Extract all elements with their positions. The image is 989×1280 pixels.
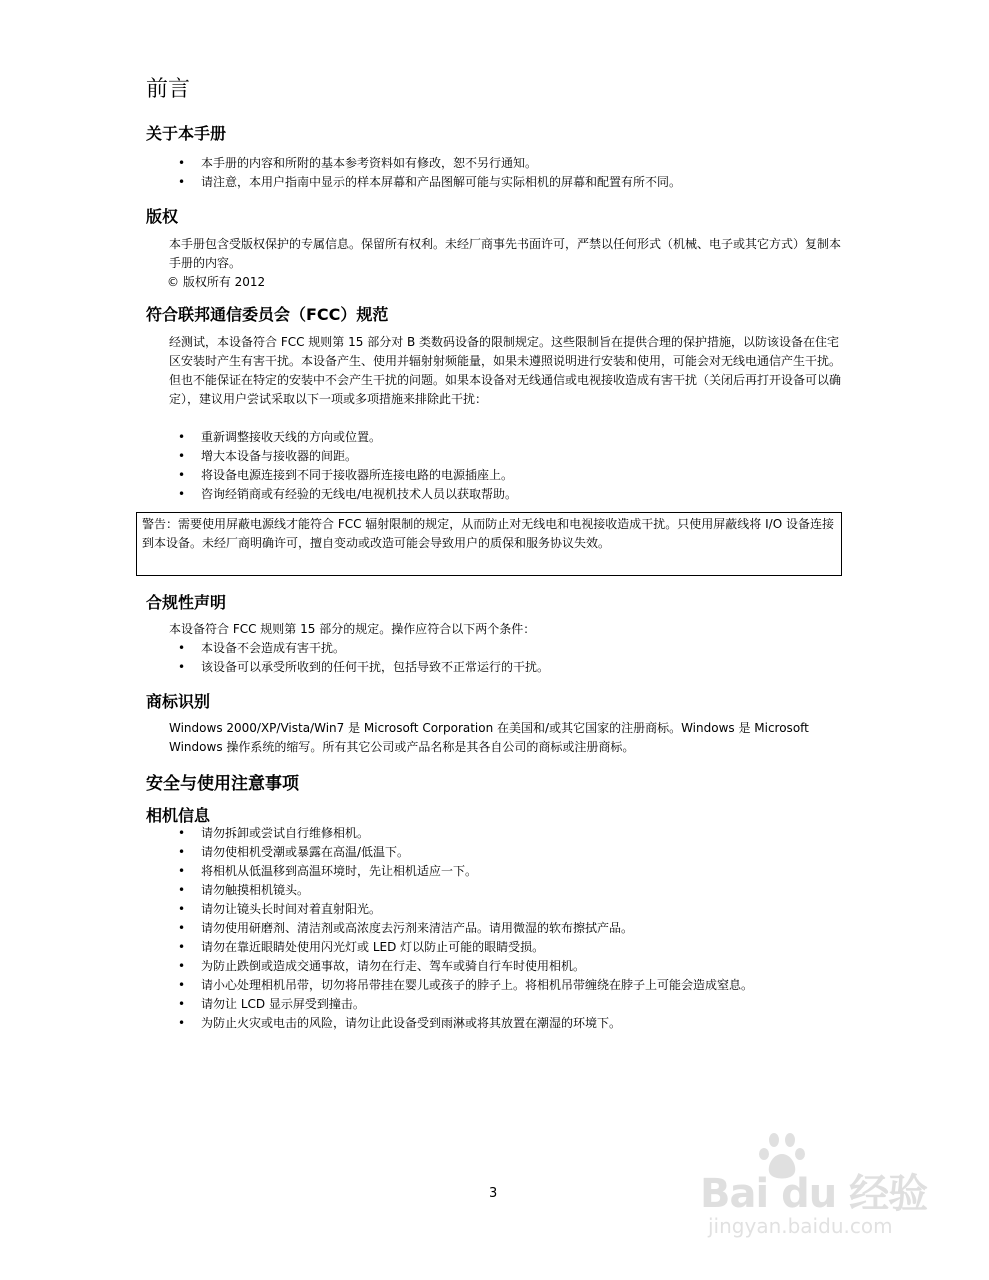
list-item: • 请勿使相机受潮或暴露在高温/低温下。 <box>178 843 851 862</box>
heading-fcc: 符合联邦通信委员会（FCC）规范 <box>146 305 389 324</box>
heading-trademark: 商标识别 <box>146 692 211 711</box>
list-item: • 该设备可以承受所收到的任何干扰，包括导致不正常运行的干扰。 <box>178 658 851 677</box>
fcc-measures-list <box>178 428 851 504</box>
list-item: • 请勿让镜头长时间对着直射阳光。 <box>178 900 851 919</box>
list-item: • 重新调整接收天线的方向或位置。 <box>178 428 851 447</box>
list-item: • 将相机从低温移到高温环境时，先让相机适应一下。 <box>178 862 851 881</box>
watermark <box>700 1130 950 1238</box>
list-item: • 本手册的内容和所附的基本参考资料如有修改，恕不另行通知。 <box>178 154 851 173</box>
compliance-text: 本设备符合 FCC 规则第 15 部分的规定。操作应符合以下两个条件： <box>169 622 536 636</box>
heading-copyright: 版权 <box>146 207 179 226</box>
heading-compliance: 合规性声明 <box>146 593 227 612</box>
watermark-logo: Bai du 经验 <box>700 1171 928 1217</box>
list-item: • 为防止火灾或电击的风险，请勿让此设备受到雨淋或将其放置在潮湿的环境下。 <box>178 1014 851 1033</box>
copyright-text: 本手册包含受版权保护的专属信息。保留所有权利。未经厂商事先书面许可，严禁以任何形式（机械、电子或其它方式）复制本手册的内容。 <box>169 237 842 270</box>
list-item: • 咨询经销商或有经验的无线电/电视机技术人员以获取帮助。 <box>178 485 851 504</box>
page-title: 前言 <box>146 77 191 102</box>
watermark-url: jingyan.baidu.com <box>708 1214 893 1238</box>
page-number: 3 <box>489 1186 498 1201</box>
warning-box: 警告：需要使用屏蔽电源线才能符合 FCC 辐射限制的规定，从而防止对无线电和电视接收造成干扰。只使用屏蔽线将 I/O 设备连接到本设备。未经厂商明确许可，擅自变动或改造可能会导致用户的质保和服务协议失效。 <box>136 512 842 576</box>
heading-safety: 安全与使用注意事项 <box>146 774 299 794</box>
copyright-notice: © 版权所有 2012 <box>167 275 266 289</box>
list-item: • 请勿拆卸或尝试自行维修相机。 <box>178 824 851 843</box>
camera-info-list <box>178 824 851 1033</box>
fcc-text: 经测试，本设备符合 FCC 规则第 15 部分对 B 类数码设备的限制规定。这些限制旨在提供合理的保护措施，以防该设备在住宅区安装时产生有害干扰。本设备产生、使用并辐射射频能量，如果未遵照说明进行安装和使用，可能会对无线电通信产生干扰。但也不能保证在特定的安装中不会产生干扰的问题。如果本设备对无线通信或电视接收造成有害干扰（关闭后再打开设备可以确定），建议用户尝试采取以下一项或多项措施来排除此干扰： <box>169 335 842 406</box>
heading-camera-info: 相机信息 <box>146 806 211 825</box>
trademark-text: Windows 2000/XP/Vista/Win7 是 Microsoft Corporation 在美国和/或其它国家的注册商标。Windows 是 Microsoft Windows 操作系统的缩写。所有其它公司或产品名称是其各自公司的商标或注册商标。 <box>169 721 809 754</box>
list-item: • 本设备不会造成有害干扰。 <box>178 639 851 658</box>
list-item: • 请勿在靠近眼睛处使用闪光灯或 LED 灯以防止可能的眼睛受损。 <box>178 938 851 957</box>
list-item: • 请注意，本用户指南中显示的样本屏幕和产品图解可能与实际相机的屏幕和配置有所不同。 <box>178 173 851 192</box>
about-manual-list <box>178 154 851 192</box>
heading-about-manual: 关于本手册 <box>146 124 227 143</box>
list-item: • 请勿使用研磨剂、清洁剂或高浓度去污剂来清洁产品。请用微湿的软布擦拭产品。 <box>178 919 851 938</box>
list-item: • 请勿触摸相机镜头。 <box>178 881 851 900</box>
list-item: • 为防止跌倒或造成交通事故，请勿在行走、驾车或骑自行车时使用相机。 <box>178 957 851 976</box>
list-item: • 增大本设备与接收器的间距。 <box>178 447 851 466</box>
list-item: • 请小心处理相机吊带，切勿将吊带挂在婴儿或孩子的脖子上。将相机吊带缠绕在脖子上可能会造成窒息。 <box>178 976 851 995</box>
compliance-conditions-list <box>178 639 851 677</box>
list-item: • 将设备电源连接到不同于接收器所连接电路的电源插座上。 <box>178 466 851 485</box>
list-item: • 请勿让 LCD 显示屏受到撞击。 <box>178 995 851 1014</box>
